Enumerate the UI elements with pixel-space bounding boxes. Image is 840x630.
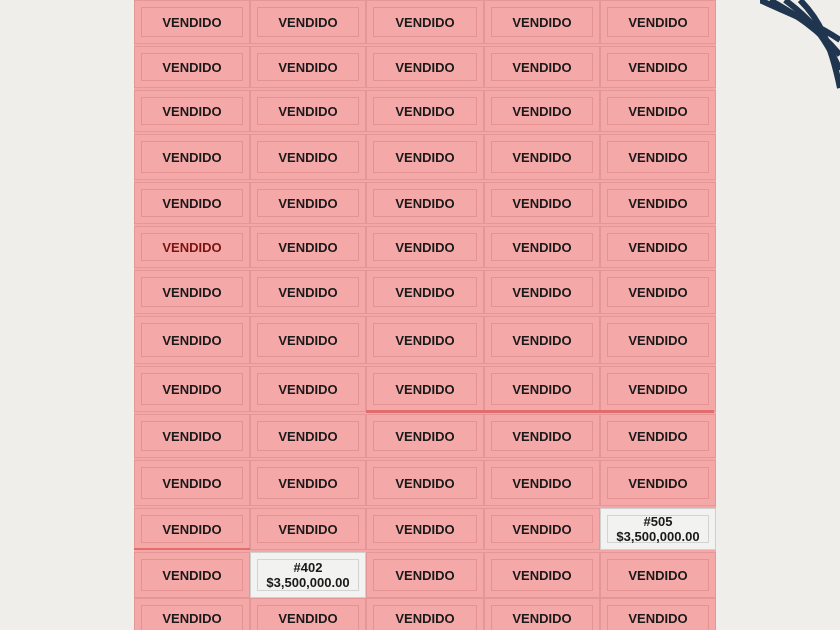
sold-label: VENDIDO: [512, 14, 572, 30]
sold-unit[interactable]: [366, 552, 484, 598]
sold-label: VENDIDO: [512, 103, 572, 119]
sold-label: VENDIDO: [395, 14, 455, 30]
sold-unit[interactable]: [250, 134, 366, 180]
sold-unit[interactable]: [134, 316, 250, 364]
sold-label: VENDIDO: [162, 521, 222, 537]
sold-label: VENDIDO: [395, 475, 455, 491]
sold-label: VENDIDO: [628, 610, 688, 626]
sold-unit[interactable]: [484, 46, 600, 88]
sold-label: VENDIDO: [628, 14, 688, 30]
sold-label: VENDIDO: [512, 195, 572, 211]
sold-label: VENDIDO: [512, 149, 572, 165]
sold-label: VENDIDO: [512, 428, 572, 444]
unit-price-label: #402 $3,500,000.00: [266, 560, 350, 590]
sold-label: VENDIDO: [278, 610, 338, 626]
sold-unit[interactable]: [600, 460, 716, 506]
sold-label: VENDIDO: [628, 284, 688, 300]
sold-unit[interactable]: [600, 0, 716, 44]
sold-label: VENDIDO: [395, 381, 455, 397]
sold-unit[interactable]: [250, 460, 366, 506]
sold-label: VENDIDO: [512, 59, 572, 75]
sold-label: VENDIDO: [628, 332, 688, 348]
sold-label: VENDIDO: [512, 239, 572, 255]
sold-label: VENDIDO: [395, 567, 455, 583]
corner-arcs-decoration: [760, 0, 840, 90]
sold-label: VENDIDO: [162, 149, 222, 165]
sold-label: VENDIDO: [512, 381, 572, 397]
sold-unit[interactable]: [366, 460, 484, 506]
divider-line: [134, 548, 250, 550]
sold-label: VENDIDO: [278, 332, 338, 348]
sold-label: VENDIDO: [162, 428, 222, 444]
sold-unit[interactable]: [134, 414, 250, 458]
sold-unit[interactable]: [600, 226, 716, 268]
sold-label: VENDIDO: [395, 239, 455, 255]
available-unit[interactable]: [600, 508, 716, 550]
floor-plan-grid: [134, 0, 716, 630]
sold-unit[interactable]: [366, 46, 484, 88]
sold-unit[interactable]: [250, 90, 366, 132]
sold-label: VENDIDO: [395, 149, 455, 165]
sold-unit[interactable]: [134, 598, 250, 630]
sold-label: VENDIDO: [278, 239, 338, 255]
sold-label: VENDIDO: [395, 332, 455, 348]
sold-unit[interactable]: [484, 414, 600, 458]
sold-label: VENDIDO: [278, 475, 338, 491]
sold-label: VENDIDO: [162, 475, 222, 491]
sold-label: VENDIDO: [395, 103, 455, 119]
unit-price-label: #505 $3,500,000.00: [616, 514, 700, 544]
sold-label: VENDIDO: [512, 610, 572, 626]
sold-label: VENDIDO: [628, 195, 688, 211]
sold-unit[interactable]: [134, 226, 250, 268]
sold-unit[interactable]: [134, 508, 250, 550]
sold-unit[interactable]: [366, 90, 484, 132]
sold-label: VENDIDO: [512, 332, 572, 348]
sold-label: VENDIDO: [628, 381, 688, 397]
sold-label: VENDIDO: [162, 14, 222, 30]
sold-unit[interactable]: [600, 182, 716, 224]
sold-unit[interactable]: [366, 414, 484, 458]
sold-unit[interactable]: [600, 46, 716, 88]
sold-label: VENDIDO: [628, 149, 688, 165]
sold-label: VENDIDO: [512, 284, 572, 300]
sold-unit[interactable]: [366, 508, 484, 550]
sold-unit[interactable]: [250, 366, 366, 412]
sold-unit[interactable]: [366, 0, 484, 44]
sold-unit[interactable]: [484, 0, 600, 44]
sold-unit[interactable]: [600, 316, 716, 364]
sold-label: VENDIDO: [628, 475, 688, 491]
sold-label: VENDIDO: [162, 567, 222, 583]
sold-unit[interactable]: [134, 134, 250, 180]
sold-unit[interactable]: [600, 134, 716, 180]
sold-unit[interactable]: [250, 598, 366, 630]
sold-unit[interactable]: [134, 366, 250, 412]
sold-label: VENDIDO: [278, 14, 338, 30]
sold-unit[interactable]: [600, 90, 716, 132]
sold-unit[interactable]: [250, 270, 366, 314]
sold-unit[interactable]: [484, 552, 600, 598]
sold-unit[interactable]: [134, 460, 250, 506]
sold-unit[interactable]: [484, 460, 600, 506]
sold-unit[interactable]: [600, 366, 716, 412]
sold-label: VENDIDO: [278, 284, 338, 300]
sold-label: VENDIDO: [395, 284, 455, 300]
sold-unit[interactable]: [250, 46, 366, 88]
sold-unit[interactable]: [250, 226, 366, 268]
sold-label: VENDIDO: [278, 521, 338, 537]
sold-unit[interactable]: [600, 598, 716, 630]
sold-label: VENDIDO: [512, 475, 572, 491]
sold-unit[interactable]: [134, 552, 250, 598]
sold-label: VENDIDO: [278, 428, 338, 444]
sold-unit[interactable]: [366, 366, 484, 412]
sold-unit[interactable]: [366, 598, 484, 630]
sold-unit[interactable]: [484, 90, 600, 132]
sold-unit[interactable]: [134, 46, 250, 88]
sold-label: VENDIDO: [628, 567, 688, 583]
sold-label: VENDIDO: [395, 610, 455, 626]
sold-unit[interactable]: [250, 508, 366, 550]
sold-unit[interactable]: [484, 226, 600, 268]
sold-label: VENDIDO: [162, 103, 222, 119]
sold-unit[interactable]: [134, 182, 250, 224]
sold-unit[interactable]: [134, 270, 250, 314]
sold-unit[interactable]: [366, 316, 484, 364]
sold-label: VENDIDO: [162, 610, 222, 626]
sold-unit[interactable]: [600, 552, 716, 598]
sold-label: VENDIDO: [395, 59, 455, 75]
sold-unit[interactable]: [484, 316, 600, 364]
sold-unit[interactable]: [600, 270, 716, 314]
sold-label: VENDIDO: [395, 521, 455, 537]
sold-unit[interactable]: [484, 508, 600, 550]
sold-unit[interactable]: [366, 134, 484, 180]
sold-label: VENDIDO: [512, 567, 572, 583]
sold-label: VENDIDO: [512, 521, 572, 537]
sold-unit[interactable]: [366, 182, 484, 224]
sold-unit[interactable]: [250, 316, 366, 364]
sold-unit[interactable]: [600, 414, 716, 458]
sold-label: VENDIDO: [278, 195, 338, 211]
sold-label: VENDIDO: [278, 381, 338, 397]
sold-label: VENDIDO: [162, 332, 222, 348]
sold-unit[interactable]: [250, 414, 366, 458]
sold-label: VENDIDO: [162, 59, 222, 75]
sold-label: VENDIDO: [395, 428, 455, 444]
sold-unit[interactable]: [484, 134, 600, 180]
sold-label: VENDIDO: [628, 239, 688, 255]
sold-label: VENDIDO: [278, 59, 338, 75]
sold-label: VENDIDO: [628, 428, 688, 444]
sold-unit[interactable]: [134, 0, 250, 44]
sold-unit[interactable]: [484, 598, 600, 630]
sold-label: VENDIDO: [162, 195, 222, 211]
sold-unit[interactable]: [250, 0, 366, 44]
sold-unit[interactable]: [484, 366, 600, 412]
sold-label: VENDIDO: [278, 149, 338, 165]
sold-label: VENDIDO: [395, 195, 455, 211]
sold-label: VENDIDO: [162, 239, 222, 255]
sold-unit[interactable]: [134, 90, 250, 132]
sold-unit[interactable]: [366, 270, 484, 314]
sold-label: VENDIDO: [278, 103, 338, 119]
sold-label: VENDIDO: [628, 103, 688, 119]
available-unit[interactable]: [250, 552, 366, 598]
sold-label: VENDIDO: [162, 284, 222, 300]
sold-unit[interactable]: [484, 182, 600, 224]
sold-label: VENDIDO: [162, 381, 222, 397]
sold-unit[interactable]: [484, 270, 600, 314]
sold-unit[interactable]: [250, 182, 366, 224]
sold-label: VENDIDO: [628, 59, 688, 75]
sold-unit[interactable]: [366, 226, 484, 268]
divider-line: [366, 410, 714, 413]
